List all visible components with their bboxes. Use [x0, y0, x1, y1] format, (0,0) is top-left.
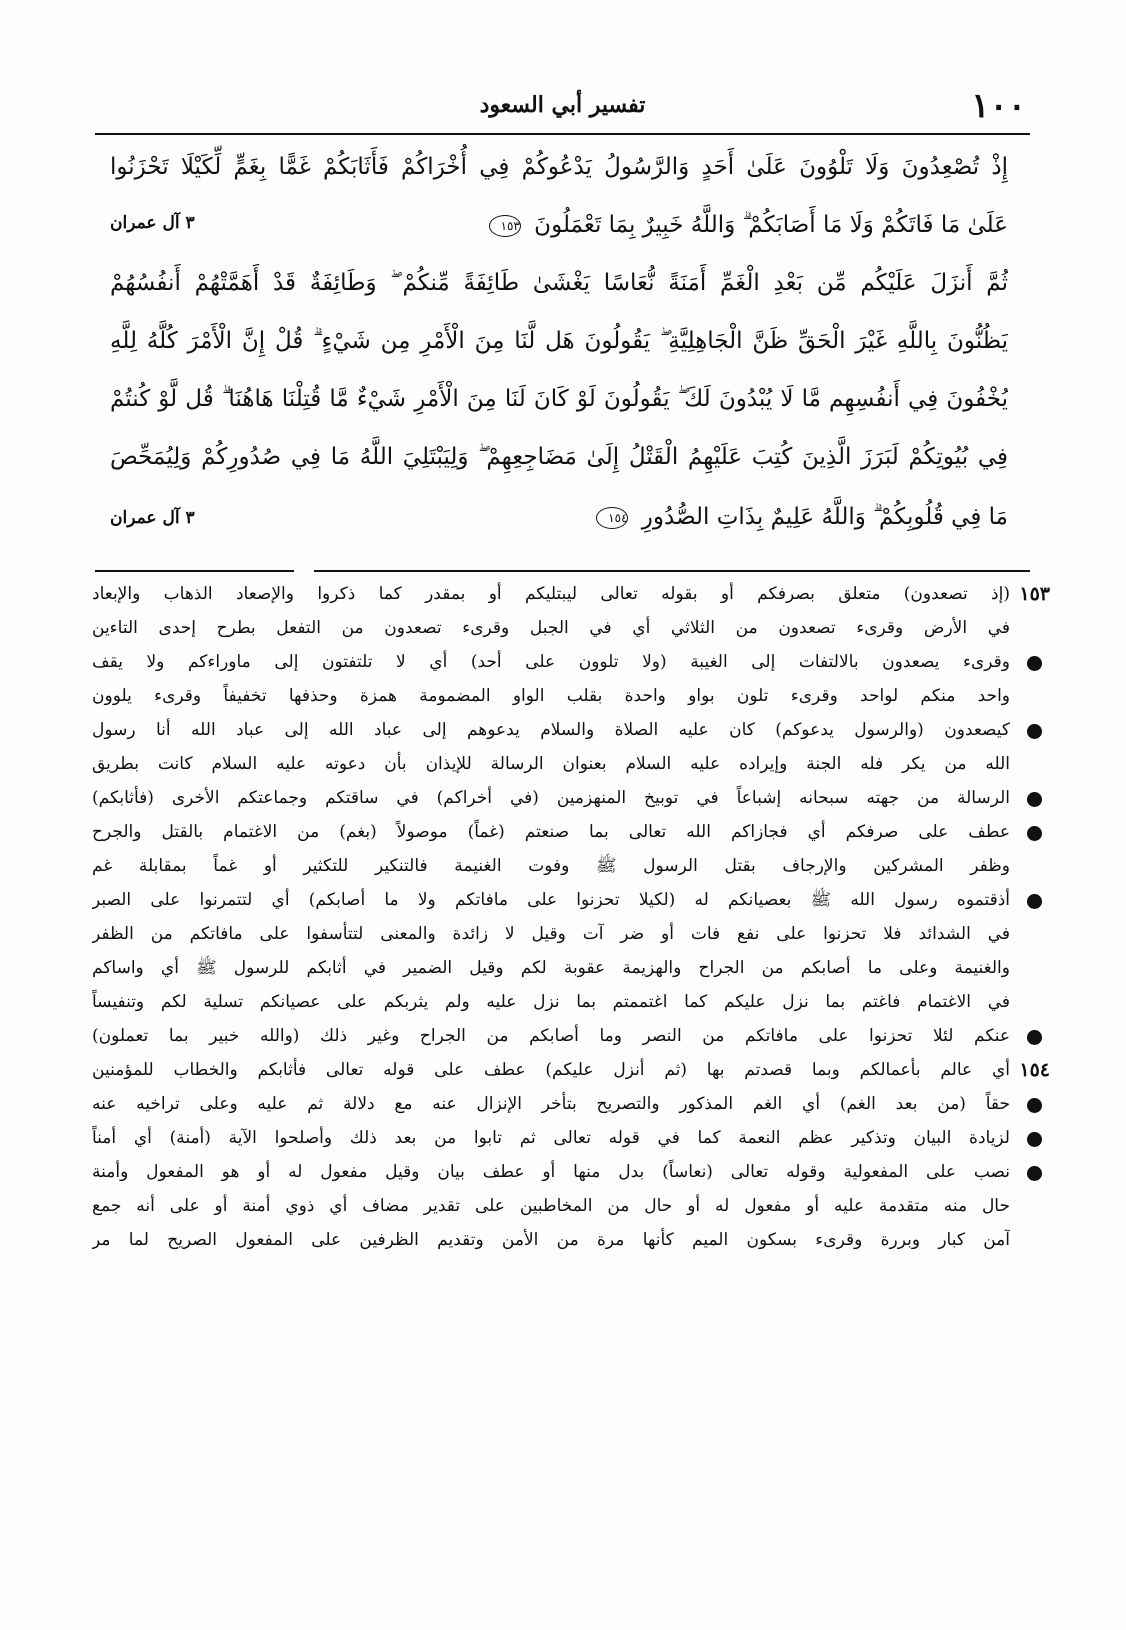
- commentary-line: في الأرض وقرىء تصعدون من الثلاثي أي في الجبل وقرىء تصعدون من التفعل بطرح إحدى التاءين: [92, 618, 1010, 638]
- verse-text: مَا فِي قُلُوبِكُمْ ۗ وَاللَّهُ عَلِيمٌ بِذَاتِ الصُّدُورِ: [641, 504, 1008, 530]
- ayah-number-marker: ١٥٣: [489, 215, 521, 237]
- quran-text-block: [110, 140, 1008, 565]
- commentary-line: الرسالة من جهته سبحانه إشباعاً في توبيخ المنهزمين (في أخراكم) في ساقتكم وجماعتكم الأخرى (فأثابكم): [92, 788, 1010, 808]
- verse-number-154: ١٥٤: [1019, 1059, 1050, 1081]
- rule-gap: [294, 568, 314, 576]
- bullet-icon: [1027, 656, 1042, 671]
- bullet-icon: [1027, 1098, 1042, 1113]
- section-rule: [95, 570, 1030, 572]
- commentary-line: آمن كبار وبررة وقرىء بسكون الميم كأنها مرة من الأمن وتقديم الظرفين على المفعول الصريح لما مر: [92, 1230, 1010, 1250]
- verse-line: ثُمَّ أَنزَلَ عَلَيْكُم مِّن بَعْدِ الْغَمِّ أَمَنَةً نُّعَاسًا يَغْشَىٰ طَائِفَةً مِّنكُمْ ۖ وَطَائِفَةٌ قَدْ أَهَمَّتْهُمْ أَنفُسُهُمْ: [110, 270, 1008, 296]
- verse-line: [310, 490, 1008, 545]
- commentary-line: في الشدائد فلا تحزنوا على نفع فات أو ضر آت وقيل لا زائدة والمعنى لتتأسفوا على مافاتكم من الظفر: [92, 924, 1010, 944]
- bullet-icon: [1027, 724, 1042, 739]
- commentary-line: وظفر المشركين والإرجاف بقتل الرسول ﷺ وفوت الغنيمة فالتنكير للتكثير أو غماً بمقابلة غم: [92, 856, 1010, 876]
- bullet-icon: [1027, 1166, 1042, 1181]
- verse-line: يُخْفُونَ فِي أَنفُسِهِم مَّا لَا يُبْدُونَ لَكَ ۖ يَقُولُونَ لَوْ كَانَ لَنَا مِنَ الْأَمْرِ شَيْءٌ مَّا قُتِلْنَا هَاهُنَا ۗ قُل لَّوْ كُنتُمْ: [110, 386, 1008, 412]
- verse-line: يَظُنُّونَ بِاللَّهِ غَيْرَ الْحَقِّ ظَنَّ الْجَاهِلِيَّةِ ۖ يَقُولُونَ هَل لَّنَا مِنَ الْأَمْرِ مِن شَيْءٍ ۗ قُلْ إِنَّ الْأَمْرَ كُلَّهُ لِلَّهِ: [110, 328, 1008, 354]
- verse-line: إِذْ تُصْعِدُونَ وَلَا تَلْوُونَ عَلَىٰ أَحَدٍ وَالرَّسُولُ يَدْعُوكُمْ فِي أُخْرَاكُمْ فَأَثَابَكُمْ غَمًّا بِغَمٍّ لِّكَيْلَا تَحْزَنُوا: [110, 154, 1008, 180]
- surah-reference: ٣ آل عمران: [110, 508, 195, 528]
- commentary-line: حال منه متقدمة عليه أو مفعول له أو حال من المخاطبين على تقدير مضاف أي ذوي أمنة أو على أنه جمع: [92, 1196, 1010, 1216]
- commentary-line: كيصعدون (والرسول يدعوكم) كان عليه الصلاة والسلام يدعوهم إلى عباد الله إلى عباد الله أنا رسول: [92, 720, 1010, 740]
- verse-text: عَلَىٰ مَا فَاتَكُمْ وَلَا مَا أَصَابَكُمْ ۗ وَاللَّهُ خَبِيرٌ بِمَا تَعْمَلُونَ: [534, 212, 1008, 238]
- commentary-line: واحد منكم لواحد وقرىء تلون بواو واحدة بقلب الواو المضمومة همزة وحذفها تخفيفاً وقرىء يلوون: [92, 686, 1010, 706]
- bullet-icon: [1027, 1030, 1042, 1045]
- commentary-line: عنكم لئلا تحزنوا على مافاتكم من النصر وما أصابكم من الجراح وغير ذلك (والله خبير بما تعملون): [92, 1026, 1010, 1046]
- verse-line: [310, 198, 1008, 253]
- commentary-line: عطف على صرفكم أي فجازاكم الله تعالى بما صنعتم (غماً) موصولاً (بغم) من الاغتمام بالقتل والجرح: [92, 822, 1010, 842]
- verse-number-153: ١٥٣: [1019, 583, 1050, 605]
- commentary-line: لزيادة البيان وتذكير عظم النعمة كما في قوله تعالى ثم تابوا من بعد ذلك وأصلحوا الآية (أمنة) أي أمناً: [92, 1128, 1010, 1148]
- header-rule: [95, 133, 1030, 135]
- commentary-line: في الاغتمام فاغتم بما نزل عليكم كما اغتممتم بما نزل عليه ولم يثربكم على عصيانكم تسلية لكم وتنفيساً: [92, 992, 1010, 1012]
- ayah-number-marker: ١٥٤: [596, 507, 628, 529]
- surah-reference: ٣ آل عمران: [110, 213, 195, 233]
- bullet-icon: [1027, 1132, 1042, 1147]
- bullet-icon: [1027, 894, 1042, 909]
- verse-line: فِي بُيُوتِكُمْ لَبَرَزَ الَّذِينَ كُتِبَ عَلَيْهِمُ الْقَتْلُ إِلَىٰ مَضَاجِعِهِمْ ۖ وَلِيَبْتَلِيَ اللَّهُ مَا فِي صُدُورِكُمْ وَلِيُمَحِّصَ: [110, 444, 1008, 470]
- commentary-line: أذقتموه رسول الله ﷺ بعصيانكم له (لكيلا تحزنوا على مافاتكم ولا ما أصابكم) أي لتتمرنوا على الصبر: [92, 890, 1010, 910]
- bullet-icon: [1027, 792, 1042, 807]
- commentary-line: (إذ تصعدون) متعلق بصرفكم أو بقوله تعالى ليبتليكم أو بمقدر كما ذكروا والإصعاد الذهاب والإبعاد: [92, 584, 1010, 604]
- commentary-line: نصب على المفعولية وقوله تعالى (نعاساً) بدل منها أو عطف بيان وقيل مفعول له أو هو المفعول وأمنة: [92, 1162, 1010, 1182]
- commentary-line: الله من يكر فله الجنة وإيراده عليه السلام بعنوان الرسالة للإيذان بأن دعوته عليه السلام كانت بطريق: [92, 754, 1010, 774]
- page-number: ١٠٠: [971, 86, 1026, 126]
- commentary-line: أي عالم بأعمالكم وبما قصدتم بها (ثم أنزل عليكم) عطف على قوله تعالى فأثابكم والخطاب للمؤمنين: [92, 1060, 1010, 1080]
- commentary-line: حقاً (من بعد الغم) أي الغم المذكور والتصريح بتأخر الإنزال عنه مع دلالة ثم عليه وعلى تراخيه عنه: [92, 1094, 1010, 1114]
- commentary-line: وقرىء يصعدون بالالتفات إلى الغيبة (ولا تلوون على أحد) أي لا تلتفتون إلى ماوراءكم ولا يقف: [92, 652, 1010, 672]
- bullet-icon: [1027, 826, 1042, 841]
- page-header: [95, 78, 1030, 134]
- commentary-line: والغنيمة وعلى ما أصابكم من الجراح والهزيمة عقوبة لكم وقيل الضمير في أثابكم للرسول ﷺ أي واساكم: [92, 958, 1010, 978]
- book-title: تفسير أبي السعود: [479, 92, 646, 118]
